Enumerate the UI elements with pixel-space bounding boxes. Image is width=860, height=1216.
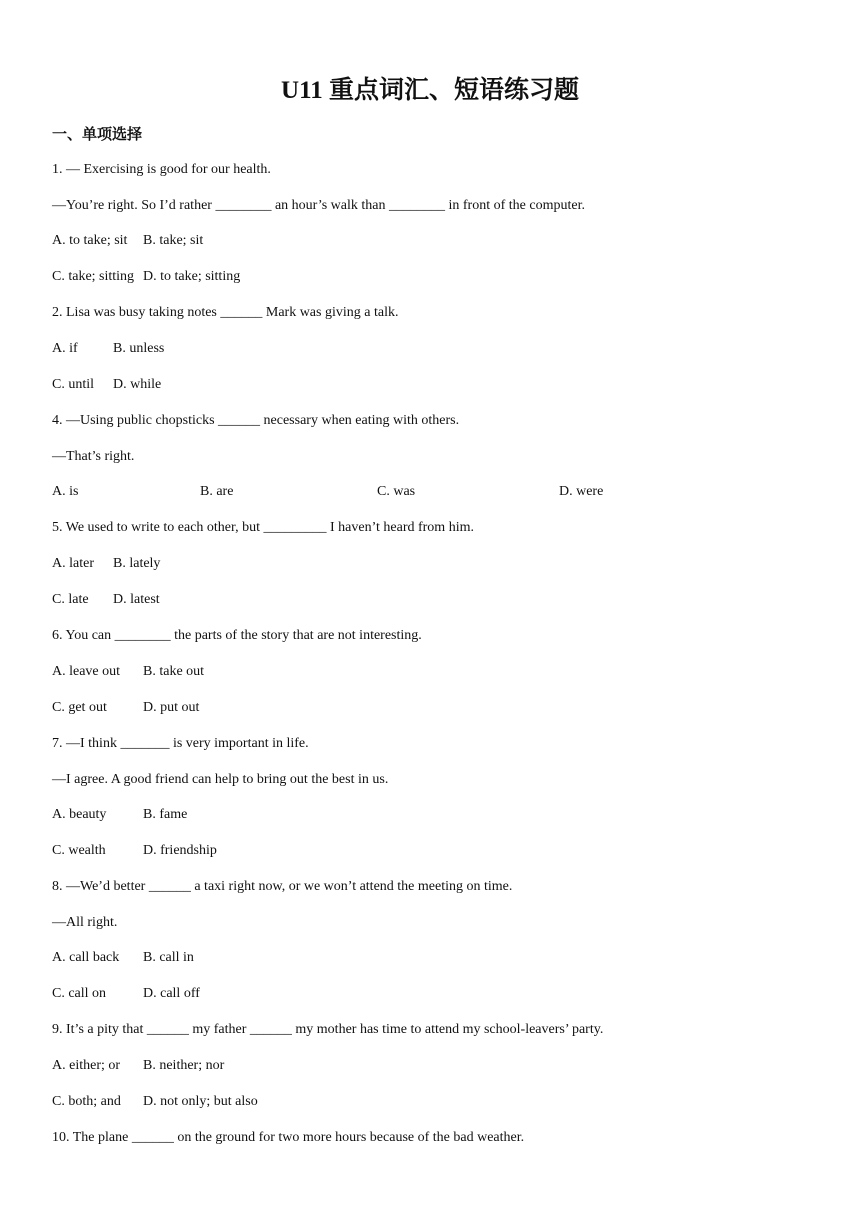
question-4-dialogue: —That’s right. — [52, 449, 135, 464]
question-5-option-b: B. lately — [113, 556, 161, 571]
question-4-option-b: B. are — [200, 484, 234, 499]
question-7-option-c: C. wealth — [52, 843, 106, 858]
question-5-option-a: A. later — [52, 556, 94, 571]
question-5-option-c: C. late — [52, 592, 89, 607]
question-7-dialogue: —I agree. A good friend can help to bring out the best in us. — [52, 772, 389, 787]
question-2-option-c: C. until — [52, 377, 95, 392]
question-8-dialogue: —All right. — [52, 915, 118, 930]
question-9-stem: 9. It’s a pity that ______ my father ______ my mother has time to attend my school-leavers’ party. — [52, 1022, 604, 1037]
question-6-option-b: B. take out — [143, 664, 205, 679]
question-6-option-d: D. put out — [143, 700, 200, 715]
question-7-option-a: A. beauty — [52, 807, 107, 822]
question-8-option-d: D. call off — [143, 986, 200, 1001]
question-9-option-d: D. not only; but also — [143, 1094, 258, 1109]
question-4-option-d: D. were — [559, 484, 604, 499]
question-4-option-a: A. is — [52, 484, 79, 499]
question-1-stem: 1. — Exercising is good for our health. — [52, 162, 271, 177]
question-1-option-c: C. take; sitting — [52, 269, 135, 284]
question-8-option-a: A. call back — [52, 950, 120, 965]
question-8-option-b: B. call in — [143, 950, 194, 965]
question-8-option-c: C. call on — [52, 986, 107, 1001]
question-8-stem: 8. —We’d better ______ a taxi right now, or we won’t attend the meeting on time. — [52, 879, 513, 894]
question-2-stem: 2. Lisa was busy taking notes ______ Mark was giving a talk. — [52, 305, 399, 320]
section-heading: 一、单项选择 — [52, 125, 143, 143]
question-1-option-d: D. to take; sitting — [143, 269, 241, 284]
question-7-option-d: D. friendship — [143, 843, 217, 858]
question-4-option-c: C. was — [377, 484, 416, 499]
document-title: U11 重点词汇、短语练习题 — [281, 77, 579, 104]
question-6-option-a: A. leave out — [52, 664, 121, 679]
question-4-stem: 4. —Using public chopsticks ______ necessary when eating with others. — [52, 413, 460, 428]
question-7-option-b: B. fame — [143, 807, 188, 822]
question-7-stem: 7. —I think _______ is very important in life. — [52, 736, 309, 751]
question-5-option-d: D. latest — [113, 592, 160, 607]
question-2-option-b: B. unless — [113, 341, 165, 356]
question-1-option-a: A. to take; sit — [52, 233, 128, 248]
question-9-option-c: C. both; and — [52, 1094, 121, 1109]
question-2-option-a: A. if — [52, 341, 78, 356]
question-1-dialogue: —You’re right. So I’d rather ________ an hour’s walk than ________ in front of the computer. — [52, 198, 585, 213]
question-1-option-b: B. take; sit — [143, 233, 204, 248]
question-10-stem: 10. The plane ______ on the ground for two more hours because of the bad weather. — [52, 1130, 525, 1145]
question-6-option-c: C. get out — [52, 700, 107, 715]
question-5-stem: 5. We used to write to each other, but _________ I haven’t heard from him. — [52, 520, 474, 535]
question-9-option-a: A. either; or — [52, 1058, 121, 1073]
question-9-option-b: B. neither; nor — [143, 1058, 225, 1073]
question-6-stem: 6. You can ________ the parts of the story that are not interesting. — [52, 628, 422, 643]
question-2-option-d: D. while — [113, 377, 162, 392]
